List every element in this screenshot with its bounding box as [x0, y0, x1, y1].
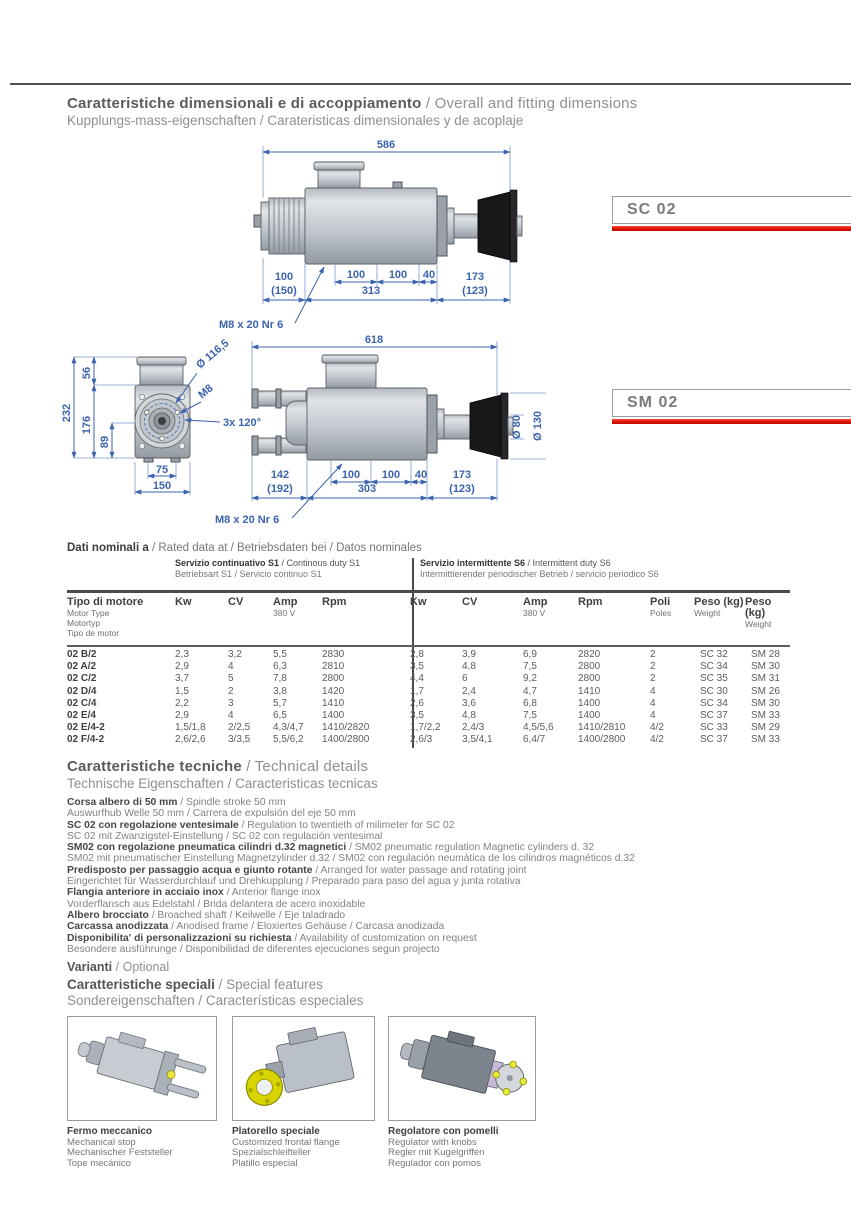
sc02-machine-illustration	[254, 162, 522, 264]
table-row	[67, 698, 794, 710]
tech-line-primary: Corsa albero di 50 mm / Spindle stroke 50 mm	[67, 797, 286, 808]
cell-weight-sm: SM 30	[751, 697, 780, 709]
dim-label: Ø 116,5	[194, 337, 232, 372]
tech-detail-item	[67, 797, 635, 820]
cell-weight-sc: SC 30	[700, 685, 728, 697]
cell-poles: 4	[650, 709, 656, 721]
cell-amp-s1: 4,3/4,7	[273, 722, 304, 734]
cell-amp-s6: 7,5	[523, 661, 537, 673]
dim-label: (192)	[267, 483, 293, 495]
cell-motor-type: 02 E/4	[67, 709, 96, 721]
cell-weight-sc: SC 37	[700, 709, 728, 721]
tech-detail-item	[67, 820, 635, 843]
dim-label: 173	[452, 469, 472, 481]
column-header-cv-s1: CV	[228, 596, 244, 608]
column-header-weight-sc: Peso (kg) Weight	[694, 596, 744, 618]
cell-weight-sc: SC 35	[700, 673, 728, 685]
cell-amp-s6: 7,5	[523, 709, 537, 721]
table-row	[67, 686, 794, 698]
cell-rpm-s6: 1410	[578, 685, 601, 697]
cell-kw-s6: 3,5	[410, 709, 424, 721]
dim-label: 618	[364, 334, 384, 346]
feature-image-regulator-knobs	[389, 1017, 533, 1118]
dim-label: 100	[346, 269, 366, 281]
tech-section-header	[67, 758, 378, 792]
cell-amp-s1: 5,5/6,2	[273, 734, 304, 746]
cell-cv-s1: 2	[228, 685, 234, 697]
column-header-kw-s1: Kw	[175, 596, 192, 608]
feature-card-mechanical-stop	[67, 1016, 217, 1121]
dim-label: 150	[152, 480, 172, 492]
feature-caption-mechanical-stop	[67, 1127, 173, 1169]
tech-line-primary: Carcassa anodizzata / Anodised frame / Eloxiertes Gehäuse / Carcasa anodizada	[67, 921, 445, 933]
caption-line: Tope mecánico	[67, 1157, 131, 1169]
red-accent-bar	[612, 226, 851, 231]
tech-line-primary: Disponibilita' di personalizzazioni su richiesta / Availability of customization on request	[67, 932, 477, 944]
table-row	[67, 649, 794, 661]
tech-line-secondary: Vorderflansch aus Edelstahl / Brida delantera de acero inoxidable	[67, 898, 366, 910]
feature-card-regulator-knobs	[388, 1016, 536, 1121]
cell-motor-type: 02 C/2	[67, 673, 97, 685]
cell-rpm-s1: 2800	[322, 673, 345, 685]
cell-cv-s1: 4	[228, 661, 234, 673]
dim-label: 40	[414, 469, 428, 481]
cell-cv-s6: 4,8	[462, 661, 476, 673]
dim-label: M8	[196, 382, 216, 402]
page-title: Caratteristiche dimensionali e di accoppiamento / Overall and fitting dimensions	[67, 95, 638, 112]
duty-header-s1: Servizio continuativo S1 / Continous duty S1 Betriebsart S1 / Servicio continuo S1	[175, 558, 361, 579]
bolt-note-label: M8 x 20 Nr 6	[219, 319, 284, 331]
cell-cv-s1: 3/3,5	[228, 734, 251, 746]
cell-weight-sc: SC 32	[700, 649, 728, 660]
tech-line-primary: Predisposto per passaggio acqua e giunto rotante / Arranged for water passage and rotating joint	[67, 864, 527, 876]
cell-kw-s6: 2,6/3	[410, 734, 433, 746]
dim-label: 75	[155, 464, 169, 476]
column-header-amp-s6: Amp 380 V	[523, 596, 548, 618]
dim-label: 303	[357, 483, 377, 495]
column-header-cv-s6: CV	[462, 596, 478, 608]
cell-cv-s6: 3,9	[462, 649, 476, 660]
caption-title: Platorello speciale	[232, 1126, 320, 1137]
dim-label: 173	[465, 271, 485, 283]
optional-heading: Varianti / Optional	[67, 960, 170, 974]
tech-detail-item	[67, 887, 635, 910]
tech-title: Caratteristiche tecniche / Technical details	[67, 758, 369, 775]
page-header	[67, 95, 637, 129]
cell-amp-s6: 6,4/7	[523, 734, 546, 746]
cell-kw-s1: 1,5/1,8	[175, 722, 206, 734]
dim-label: 40	[422, 269, 436, 281]
tech-details-list	[67, 797, 635, 955]
model-name: SC 02	[627, 201, 677, 218]
dim-label: 313	[361, 285, 381, 297]
cell-amp-s1: 5,5	[273, 649, 287, 660]
caption-title: Regolatore con pomelli	[388, 1126, 499, 1137]
cell-weight-sm: SM 33	[751, 734, 780, 746]
cell-poles: 4	[650, 697, 656, 709]
table-title: Dati nominali a / Rated data at / Betriebsdaten bei / Datos nominales	[67, 542, 422, 554]
cell-cv-s1: 2/2,5	[228, 722, 251, 734]
cell-weight-sm: SM 28	[751, 649, 780, 660]
tech-line-secondary: Besondere ausführunge / Disponibilidad de diferentes ejecuciones segun projecto	[67, 943, 440, 955]
feature-image-frontal-flange	[233, 1017, 372, 1118]
cell-poles: 2	[650, 649, 656, 660]
cell-motor-type: 02 F/4-2	[67, 734, 105, 746]
dim-label: 100	[274, 271, 294, 283]
cell-amp-s6: 4,5/5,6	[523, 722, 554, 734]
tech-detail-item	[67, 933, 635, 956]
feature-caption-frontal-flange	[232, 1127, 340, 1169]
cell-motor-type: 02 C/4	[67, 697, 97, 709]
cell-cv-s6: 3,5/4,1	[462, 734, 493, 746]
tech-detail-item	[67, 842, 635, 865]
tech-detail-item	[67, 921, 635, 932]
cell-motor-type: 02 E/4-2	[67, 722, 105, 734]
cell-rpm-s1: 1400/2800	[322, 734, 370, 746]
cell-rpm-s1: 1410	[322, 697, 345, 709]
caption-line: Mechanical stop	[67, 1136, 136, 1148]
caption-line: Platillo especial	[232, 1157, 298, 1169]
cell-rpm-s6: 1400	[578, 709, 601, 721]
tech-line-secondary: SC 02 mit Zwanzigstel-Einstellung / SC 02 con regulación ventesimal	[67, 830, 383, 842]
cell-cv-s1: 3	[228, 697, 234, 709]
cell-poles: 2	[650, 673, 656, 685]
column-header-weight-sm: Peso (kg) Weight	[745, 596, 772, 629]
model-box	[612, 389, 851, 417]
cell-amp-s1: 6,5	[273, 709, 287, 721]
cell-rpm-s1: 2810	[322, 661, 345, 673]
table-row	[67, 722, 794, 734]
dim-label: 89	[99, 435, 111, 449]
cell-kw-s1: 2,2	[175, 697, 189, 709]
cell-motor-type: 02 B/2	[67, 649, 97, 660]
table-body	[67, 649, 794, 747]
cell-kw-s1: 2,3	[175, 649, 189, 660]
sc02-dimension-drawing	[205, 136, 615, 341]
cell-cv-s1: 5	[228, 673, 234, 685]
model-box	[612, 196, 851, 224]
dim-label: 100	[388, 269, 408, 281]
model-label-sc02	[612, 196, 851, 231]
cell-cv-s6: 2,4	[462, 685, 476, 697]
cell-cv-s6: 6	[462, 673, 468, 685]
cell-motor-type: 02 D/4	[67, 685, 97, 697]
dim-label: 100	[341, 469, 361, 481]
cell-weight-sc: SC 37	[700, 734, 728, 746]
cell-rpm-s6: 1400/2800	[578, 734, 626, 746]
cell-weight-sc: SC 33	[700, 722, 728, 734]
cell-kw-s1: 2,9	[175, 709, 189, 721]
cell-poles: 4/2	[650, 722, 664, 734]
cell-rpm-s1: 2830	[322, 649, 345, 660]
table-header-border	[67, 645, 790, 647]
cell-amp-s6: 9,2	[523, 673, 537, 685]
cell-kw-s1: 2,6/2,6	[175, 734, 206, 746]
red-accent-bar	[612, 419, 851, 424]
cell-kw-s1: 1,5	[175, 685, 189, 697]
cell-kw-s1: 3,7	[175, 673, 189, 685]
model-label-sm02	[612, 389, 851, 424]
cell-rpm-s1: 1410/2820	[322, 722, 370, 734]
tech-subtitle: Technische Eigenschaften / Caracteristicas tecnicas	[67, 776, 378, 791]
cell-motor-type: 02 A/2	[67, 661, 97, 673]
model-name: SM 02	[627, 394, 679, 411]
cell-amp-s6: 4,7	[523, 685, 537, 697]
tech-line-primary: Flangia anteriore in acciaio inox / Anterior flange inox	[67, 887, 321, 899]
special-features-subheading: Sondereigenschaften / Características especiales	[67, 993, 364, 1008]
cell-weight-sc: SC 34	[700, 661, 728, 673]
cell-weight-sm: SM 29	[751, 722, 780, 734]
dim-label: 100	[381, 469, 401, 481]
caption-line: Customized frontal flange	[232, 1136, 340, 1148]
cell-rpm-s6: 1410/2810	[578, 722, 626, 734]
dim-label: Ø 80	[511, 415, 523, 439]
caption-line: Mechanischer Feststeller	[67, 1147, 173, 1159]
cell-cv-s6: 3,6	[462, 697, 476, 709]
caption-line: Regler mit Kugelgriffen	[388, 1147, 485, 1159]
special-features-heading: Caratteristiche speciali / Special features	[67, 977, 323, 992]
caption-line: Regulador con pomos	[388, 1157, 481, 1169]
tech-detail-item	[67, 910, 635, 921]
cell-cv-s6: 2,4/3	[462, 722, 485, 734]
dim-label: 56	[81, 366, 93, 380]
table-row	[67, 673, 794, 685]
cell-amp-s6: 6,9	[523, 649, 537, 660]
table-row	[67, 734, 794, 746]
column-header-amp-s1: Amp 380 V	[273, 596, 298, 618]
table-top-border	[67, 590, 790, 593]
sm02-front-view	[135, 357, 190, 462]
cell-kw-s6: 1,7	[410, 685, 424, 697]
top-rule	[10, 83, 851, 85]
table-header-row	[67, 597, 794, 638]
dim-label: (150)	[271, 285, 297, 297]
cell-amp-s1: 5,7	[273, 697, 287, 709]
dim-label: (123)	[462, 285, 488, 297]
cell-weight-sm: SM 31	[751, 673, 780, 685]
tech-line-secondary: SM02 mit pneumatischer Einstellung Magnetzylinder d.32 / SM02 con regulación neumática de los cilindros magnéticos d.32	[67, 853, 635, 865]
cell-rpm-s6: 2800	[578, 673, 601, 685]
cell-kw-s6: 4,4	[410, 673, 424, 685]
sm02-side-view	[252, 355, 513, 460]
tech-line-primary: SC 02 con regolazione ventesimale / Regulation to twentieth of milimeter for SC 02	[67, 819, 455, 831]
tech-detail-item	[67, 865, 635, 888]
feature-caption-regulator-knobs	[388, 1127, 499, 1169]
caption-title: Fermo meccanico	[67, 1126, 153, 1137]
cell-amp-s6: 6,8	[523, 697, 537, 709]
cell-poles: 2	[650, 661, 656, 673]
dim-label: (123)	[449, 483, 475, 495]
cell-kw-s6: 1,7/2,2	[410, 722, 441, 734]
dim-label: 142	[270, 469, 290, 481]
caption-line: Spezialschleifteller	[232, 1147, 311, 1159]
cell-kw-s6: 2,6	[410, 697, 424, 709]
cell-poles: 4/2	[650, 734, 664, 746]
tech-line-secondary: Eingerichtet für Wasserdurchlauf und Drehkupplung / Preparado para paso del agua y junta rotativa	[67, 876, 521, 888]
feature-image-mechanical-stop	[68, 1017, 214, 1118]
cell-kw-s6: 3,5	[410, 661, 424, 673]
dim-label: 232	[61, 403, 73, 423]
cell-kw-s1: 2,9	[175, 661, 189, 673]
dim-label: 3x 120°	[223, 417, 262, 429]
dim-label: 586	[376, 139, 396, 151]
bolt-note-label: M8 x 20 Nr 6	[215, 514, 280, 526]
cell-rpm-s1: 1420	[322, 685, 345, 697]
table-row	[67, 661, 794, 673]
feature-card-frontal-flange	[232, 1016, 375, 1121]
dim-label: Ø 130	[532, 411, 544, 441]
cell-weight-sm: SM 33	[751, 709, 780, 721]
tech-line-primary: Albero brocciato / Broached shaft / Keilwelle / Eje taladrado	[67, 909, 346, 921]
cell-weight-sc: SC 34	[700, 697, 728, 709]
table-row	[67, 710, 794, 722]
column-header-rpm-s6: Rpm	[578, 596, 603, 608]
cell-amp-s1: 6,3	[273, 661, 287, 673]
column-header-kw-s6: Kw	[410, 596, 427, 608]
column-header-rpm-s1: Rpm	[322, 596, 347, 608]
cell-rpm-s6: 1400	[578, 697, 601, 709]
cell-cv-s6: 4,8	[462, 709, 476, 721]
cell-weight-sm: SM 26	[751, 685, 780, 697]
duty-header-s6: Servizio intermittente S6 / Intermittent duty S6 Intermittierender periodischer Betrieb / servicio periodico S6	[420, 558, 659, 579]
cell-kw-s6: 2,8	[410, 649, 424, 660]
cell-amp-s1: 3,8	[273, 685, 287, 697]
caption-line: Regulator with knobs	[388, 1136, 477, 1148]
page-subtitle: Kupplungs-mass-eigenschaften / Carateristicas dimensionales y de acoplaje	[67, 113, 524, 128]
sm02-dimension-drawing	[60, 333, 605, 533]
cell-cv-s1: 3,2	[228, 649, 242, 660]
cell-weight-sm: SM 30	[751, 661, 780, 673]
cell-rpm-s1: 1400	[322, 709, 345, 721]
cell-poles: 4	[650, 685, 656, 697]
tech-line-secondary: Auswurfhub Welle 50 mm / Carrera de expulsión del eje 50 mm	[67, 808, 356, 820]
column-header-motor: Tipo di motore Motor Type Motortyp Tipo de motor	[67, 596, 144, 638]
tech-line-primary: SM02 con regolazione pneumatica cilindri d.32 magnetici / SM02 pneumatic regulation Magnetic cylinders d. 32	[67, 842, 595, 854]
cell-amp-s1: 7,8	[273, 673, 287, 685]
cell-rpm-s6: 2820	[578, 649, 601, 660]
dim-label: 176	[81, 415, 93, 435]
column-header-poles: Poli Poles	[650, 596, 672, 618]
cell-cv-s1: 4	[228, 709, 234, 721]
cell-rpm-s6: 2800	[578, 661, 601, 673]
